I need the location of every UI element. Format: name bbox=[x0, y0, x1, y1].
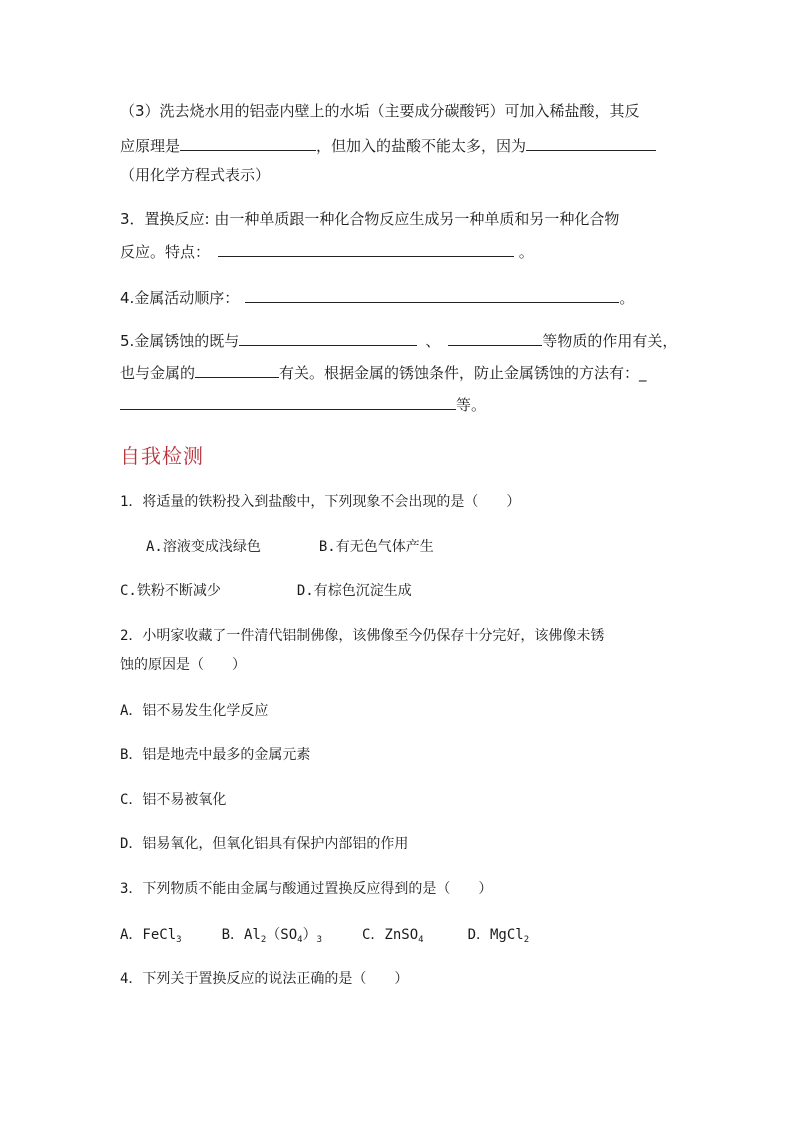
q3-stem: 3．下列物质不能由金属与酸通过置换反应得到的是（ ） bbox=[120, 881, 493, 897]
answer-blank[interactable] bbox=[120, 394, 456, 410]
item5-text-d: 也与金属的 bbox=[120, 364, 196, 382]
q2-option-a[interactable]: A．铝不易发生化学反应 bbox=[120, 703, 269, 719]
item5-text-f: 等。 bbox=[456, 396, 487, 414]
self-check-heading: 自我检测 bbox=[120, 444, 204, 468]
q4-stem: 4．下列关于置换反应的说法正确的是（ ） bbox=[120, 971, 409, 987]
q1-options-row1 bbox=[146, 537, 434, 557]
item4-text-b: 。 bbox=[619, 289, 635, 307]
answer-blank[interactable] bbox=[239, 330, 417, 346]
item3-line2 bbox=[120, 241, 534, 262]
q1-option-a[interactable]: A.溶液变成浅绿色 bbox=[146, 539, 261, 555]
q2-stem-line1: 2．小明家收藏了一件清代铝制佛像，该佛像至今仍保存十分完好，该佛像未锈 bbox=[120, 628, 605, 644]
section3-text-a: 应原理是 bbox=[120, 137, 181, 155]
section3-text-b: ，但加入的盐酸不能太多，因为 bbox=[316, 137, 527, 155]
answer-blank[interactable] bbox=[218, 241, 514, 257]
q3-option-a[interactable]: A．FeCl$_3$ bbox=[120, 927, 182, 945]
item5-text-b: 、 bbox=[425, 332, 441, 350]
item4-line bbox=[120, 287, 634, 308]
q1-option-c[interactable]: C.铁粉不断减少 bbox=[120, 583, 221, 599]
section3-line3: （用化学方程式表示） bbox=[120, 166, 271, 184]
item5-text-a: 5.金属锈蚀的既与 bbox=[120, 332, 240, 350]
answer-blank[interactable] bbox=[526, 135, 656, 151]
q3-option-d[interactable]: D．MgCl$_2$ bbox=[467, 927, 530, 945]
answer-blank[interactable] bbox=[180, 135, 316, 151]
q1-option-b[interactable]: B.有无色气体产生 bbox=[318, 539, 434, 555]
answer-blank[interactable] bbox=[195, 362, 279, 378]
q3-options bbox=[120, 925, 529, 945]
q3-option-c[interactable]: C．ZnSO$_4$ bbox=[362, 927, 424, 945]
answer-blank[interactable] bbox=[245, 287, 619, 303]
item3-line1: 3．置换反应: 由一种单质跟一种化合物反应生成另一种单质和另一种化合物 bbox=[120, 210, 620, 228]
section3-line1: （3）洗去烧水用的铝壶内壁上的水垢（主要成分碳酸钙）可加入稀盐酸，其反 bbox=[120, 102, 640, 120]
item5-line1 bbox=[120, 330, 677, 351]
item5-line3 bbox=[120, 394, 486, 415]
section3-line2 bbox=[120, 135, 656, 156]
item5-line2 bbox=[120, 362, 647, 383]
q1-options-row2 bbox=[120, 581, 412, 601]
q3-option-b[interactable]: B．$Al_2(SO_4)_3$ bbox=[221, 927, 322, 945]
item5-text-c: 等物质的作用有关， bbox=[542, 332, 678, 350]
q2-option-d[interactable]: D．铝易氧化，但氧化铝具有保护内部铝的作用 bbox=[120, 836, 409, 852]
answer-blank[interactable] bbox=[448, 330, 542, 346]
item3-text-a: 反应。特点： bbox=[120, 243, 211, 261]
q2-option-b[interactable]: B．铝是地壳中最多的金属元素 bbox=[120, 747, 311, 763]
item4-text-a: 4.金属活动顺序： bbox=[120, 289, 240, 307]
q2-stem-line2: 蚀的原因是（ ） bbox=[120, 657, 246, 673]
q2-option-c[interactable]: C．铝不易被氧化 bbox=[120, 792, 227, 808]
item5-text-e: 有关。根据金属的锈蚀条件，防止金属锈蚀的方法有：_ bbox=[279, 364, 647, 382]
q1-stem: 1．将适量的铁粉投入到盐酸中，下列现象不会出现的是（ ） bbox=[120, 494, 521, 510]
q1-option-d[interactable]: D.有棕色沉淀生成 bbox=[296, 583, 412, 599]
item3-text-b: 。 bbox=[514, 243, 534, 261]
